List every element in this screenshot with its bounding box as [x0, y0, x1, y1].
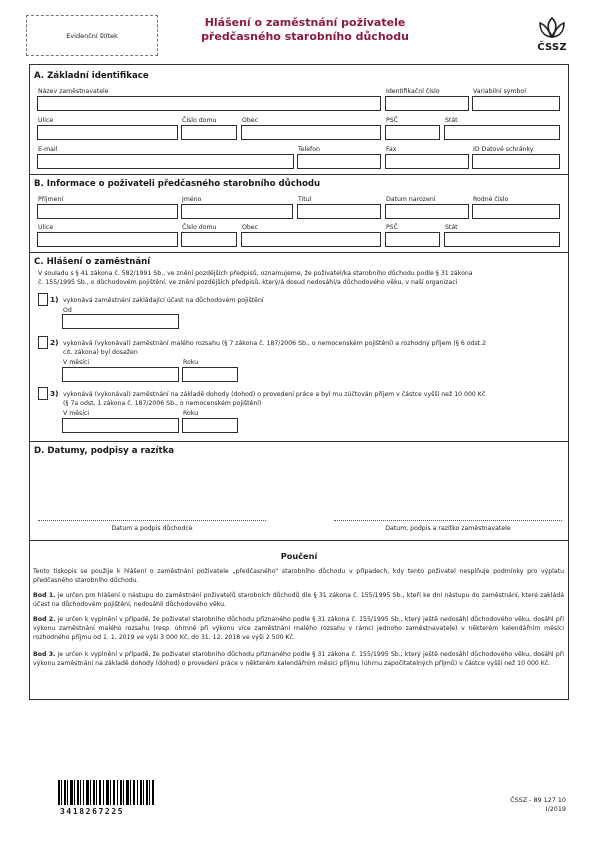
id-number-field[interactable]: [385, 96, 469, 111]
email-field[interactable]: [37, 154, 294, 169]
option2-month-field[interactable]: [62, 367, 179, 382]
instructions-title: Poučení: [280, 551, 318, 561]
option2-year-field[interactable]: [182, 367, 238, 382]
section-c-intro-line2: č. 155/1995 Sb., o důchodovém pojištění, ve znění pozdějších předpisů, který/á dosud nedosáhl/a důchodového věku, v naší organizaci: [38, 279, 458, 286]
pensioner-municipality-field[interactable]: [241, 232, 381, 247]
option3-checkbox[interactable]: [38, 387, 48, 400]
option2-text: [63, 339, 563, 357]
pensioner-country-field[interactable]: [444, 232, 560, 247]
birth-number-label: Rodné číslo: [473, 196, 509, 203]
option1-number: 1): [50, 295, 59, 304]
phone-label: Telefon: [298, 146, 320, 153]
pensioner-street-label: Ulice: [38, 224, 54, 231]
birthdate-field[interactable]: [385, 204, 469, 219]
option3-month-field[interactable]: [62, 418, 179, 433]
option3-text-line1: vykonává (vykonával) zaměstnání na základě dohody (dohod) o provedení práce a byl mu zúčtován příjem v částce vyšší než 10 000 Kč: [63, 391, 486, 398]
option2-number: 2): [50, 338, 59, 347]
employer-postcode-label: PSČ: [386, 117, 398, 124]
pensioner-house-number-label: Číslo domu: [182, 224, 217, 231]
employer-country-label: Stát: [445, 117, 458, 124]
pensioner-postcode-label: PSČ: [386, 224, 398, 231]
birth-number-field[interactable]: [472, 204, 560, 219]
degree-field[interactable]: [297, 204, 381, 219]
option1-from-field[interactable]: [62, 314, 179, 329]
employer-municipality-label: Obec: [242, 117, 259, 124]
employer-signature-label: Datum, podpis a razítko zaměstnavatele: [385, 525, 511, 532]
option1-from-label: Od: [63, 307, 72, 314]
section-divider: [30, 540, 568, 541]
section-c-title: C. Hlášení o zaměstnání: [34, 257, 151, 267]
employer-name-field[interactable]: [37, 96, 381, 111]
fax-label: Fax: [386, 146, 397, 153]
employer-postcode-field[interactable]: [385, 125, 440, 140]
id-number-label: Identifikační číslo: [386, 88, 440, 95]
instructions-point1-heading: Bod 1.: [33, 592, 56, 599]
option2-checkbox[interactable]: [38, 336, 48, 349]
employer-house-number-field[interactable]: [181, 125, 237, 140]
fax-field[interactable]: [385, 154, 469, 169]
section-c-intro-line1: V souladu s § 41 zákona č. 582/1991 Sb., ve znění pozdějších předpisů, oznamujeme, že poživatel/ka starobního důchodu podle § 31 zákona: [38, 270, 473, 277]
section-a-title: A. Základní identifikace: [34, 71, 149, 81]
employer-street-field[interactable]: [37, 125, 178, 140]
form-title-line2: předčasného starobního důchodu: [201, 30, 409, 43]
employer-municipality-field[interactable]: [241, 125, 381, 140]
instructions-point1-text: je určen pro hlášení o nástupu do zaměstnání poživatelů starobních důchodů dle § 31 zákona č. 155/1995 Sb., kteří ke dni nástupu do zaměstnání, které zakládá účast na důchodovém pojištění, nedosáhli důchodového věku.: [33, 592, 564, 608]
section-divider: [30, 174, 568, 175]
instructions-point3-heading: Bod 3.: [33, 651, 56, 658]
firstname-field[interactable]: [181, 204, 293, 219]
employer-street-label: Ulice: [38, 117, 54, 124]
databox-label: ID Datové schránky: [473, 146, 534, 153]
barcode-icon: [58, 780, 154, 805]
option3-month-label: V měsíci: [63, 410, 90, 417]
variable-symbol-label: Variabilní symbol: [473, 88, 526, 95]
instructions-point3-text: je určen k vyplnění v případě, že poživatel starobního důchodu přiznaného podle § 31 zákona č. 155/1995 Sb., který ještě nedosáhl důchodového věku, dosáhl při výkonu zaměstnání na základě dohody (dohod) o provedení práce v některém kalendářním měsíci příjmu (úhrnu započitatelných příjmů) v částce vyšší než 10 000 Kč.: [33, 651, 564, 667]
instructions-point2-heading: Bod 2.: [33, 616, 56, 623]
section-d-title: D. Datumy, podpisy a razítka: [34, 446, 175, 456]
pensioner-municipality-label: Obec: [242, 224, 259, 231]
option2-text-line2: cit. zákona) byl dosažen: [63, 349, 138, 356]
option3-number: 3): [50, 389, 59, 398]
pensioner-signature-label: Datum a podpis důchodce: [111, 525, 193, 532]
firstname-label: Jméno: [182, 196, 202, 203]
employer-name-label: Název zaměstnavatele: [38, 88, 109, 95]
surname-label: Příjmení: [38, 196, 64, 203]
degree-label: Titul: [298, 196, 312, 203]
form-code: [486, 796, 566, 814]
employer-signature-line[interactable]: [334, 520, 562, 521]
pensioner-signature-line[interactable]: [38, 520, 266, 521]
barcode-number: 3418267225: [60, 807, 125, 816]
email-label: E-mail: [38, 146, 58, 153]
option1-text: vykonává zaměstnání zakládající účast na důchodovém pojištění: [63, 297, 264, 304]
birthdate-label: Datum narození: [386, 196, 436, 203]
option2-month-label: V měsíci: [63, 359, 90, 366]
option2-text-line1: vykonává (vykonával) zaměstnání malého rozsahu (§ 7 zákona č. 187/2006 Sb., o nemocenském pojištění) a rozhodný příjem (§ 6 odst.2: [63, 340, 487, 347]
option3-year-label: Roku: [183, 410, 199, 417]
section-b-title: B. Informace o poživateli předčasného starobního důchodu: [34, 179, 321, 189]
option3-year-field[interactable]: [182, 418, 238, 433]
pensioner-street-field[interactable]: [37, 232, 178, 247]
section-divider: [30, 252, 568, 253]
phone-field[interactable]: [297, 154, 381, 169]
option1-checkbox[interactable]: [38, 293, 48, 306]
databox-field[interactable]: [472, 154, 560, 169]
form-code-version: I/2019: [545, 805, 566, 813]
surname-field[interactable]: [37, 204, 178, 219]
cssz-logo-text: ČSSZ: [537, 42, 567, 53]
form-title-line1: Hlášení o zaměstnání poživatele: [204, 16, 406, 29]
form-code-number: ČSSZ - 89 127 10: [510, 796, 566, 804]
instructions-point3: [33, 650, 564, 668]
form-title: [170, 16, 440, 44]
instructions-point2: [33, 615, 564, 642]
option3-text-line2: (§ 7a odst. 1 zákona č. 187/2006 Sb., o nemocenském pojištění): [63, 400, 262, 407]
instructions-intro: Tento tiskopis se použije k hlášení o zaměstnání poživatele „předčasného“ starobního důchodu v případech, kdy tento poživatel nesplňuje podmínky pro výplatu předčasného starobního důchodu.: [33, 568, 564, 584]
instructions-point2-text: je určen k vyplnění v případě, že poživatel starobního důchodu přiznaného podle § 31 zákona č. 155/1995 Sb., který ještě nedosáhl důchodového věku, dosáhl při výkonu zaměstnání malého rozsahu (resp. úhrnně při výkonu více zaměstnání malého rozsahu v rámci jednoho zaměstnavatele) v některém kalendářním měsíci rozhodného příjmu od 1. 1. 2019 ve výši 3 000 Kč, do 31. 12. 2018 ve výši 2 500 Kč.: [33, 616, 564, 641]
instructions-point1: [33, 591, 564, 609]
section-divider: [30, 441, 568, 442]
pensioner-postcode-field[interactable]: [385, 232, 440, 247]
option2-year-label: Roku: [183, 359, 199, 366]
option3-text: [63, 390, 563, 408]
registration-label-area: [26, 15, 158, 56]
pensioner-house-number-field[interactable]: [181, 232, 237, 247]
pensioner-country-label: Stát: [445, 224, 458, 231]
employer-country-field[interactable]: [444, 125, 560, 140]
registration-label-text: Evidenční štítek: [66, 31, 118, 40]
section-c-intro: [38, 269, 564, 287]
variable-symbol-field[interactable]: [472, 96, 560, 111]
employer-house-number-label: Číslo domu: [182, 117, 217, 124]
